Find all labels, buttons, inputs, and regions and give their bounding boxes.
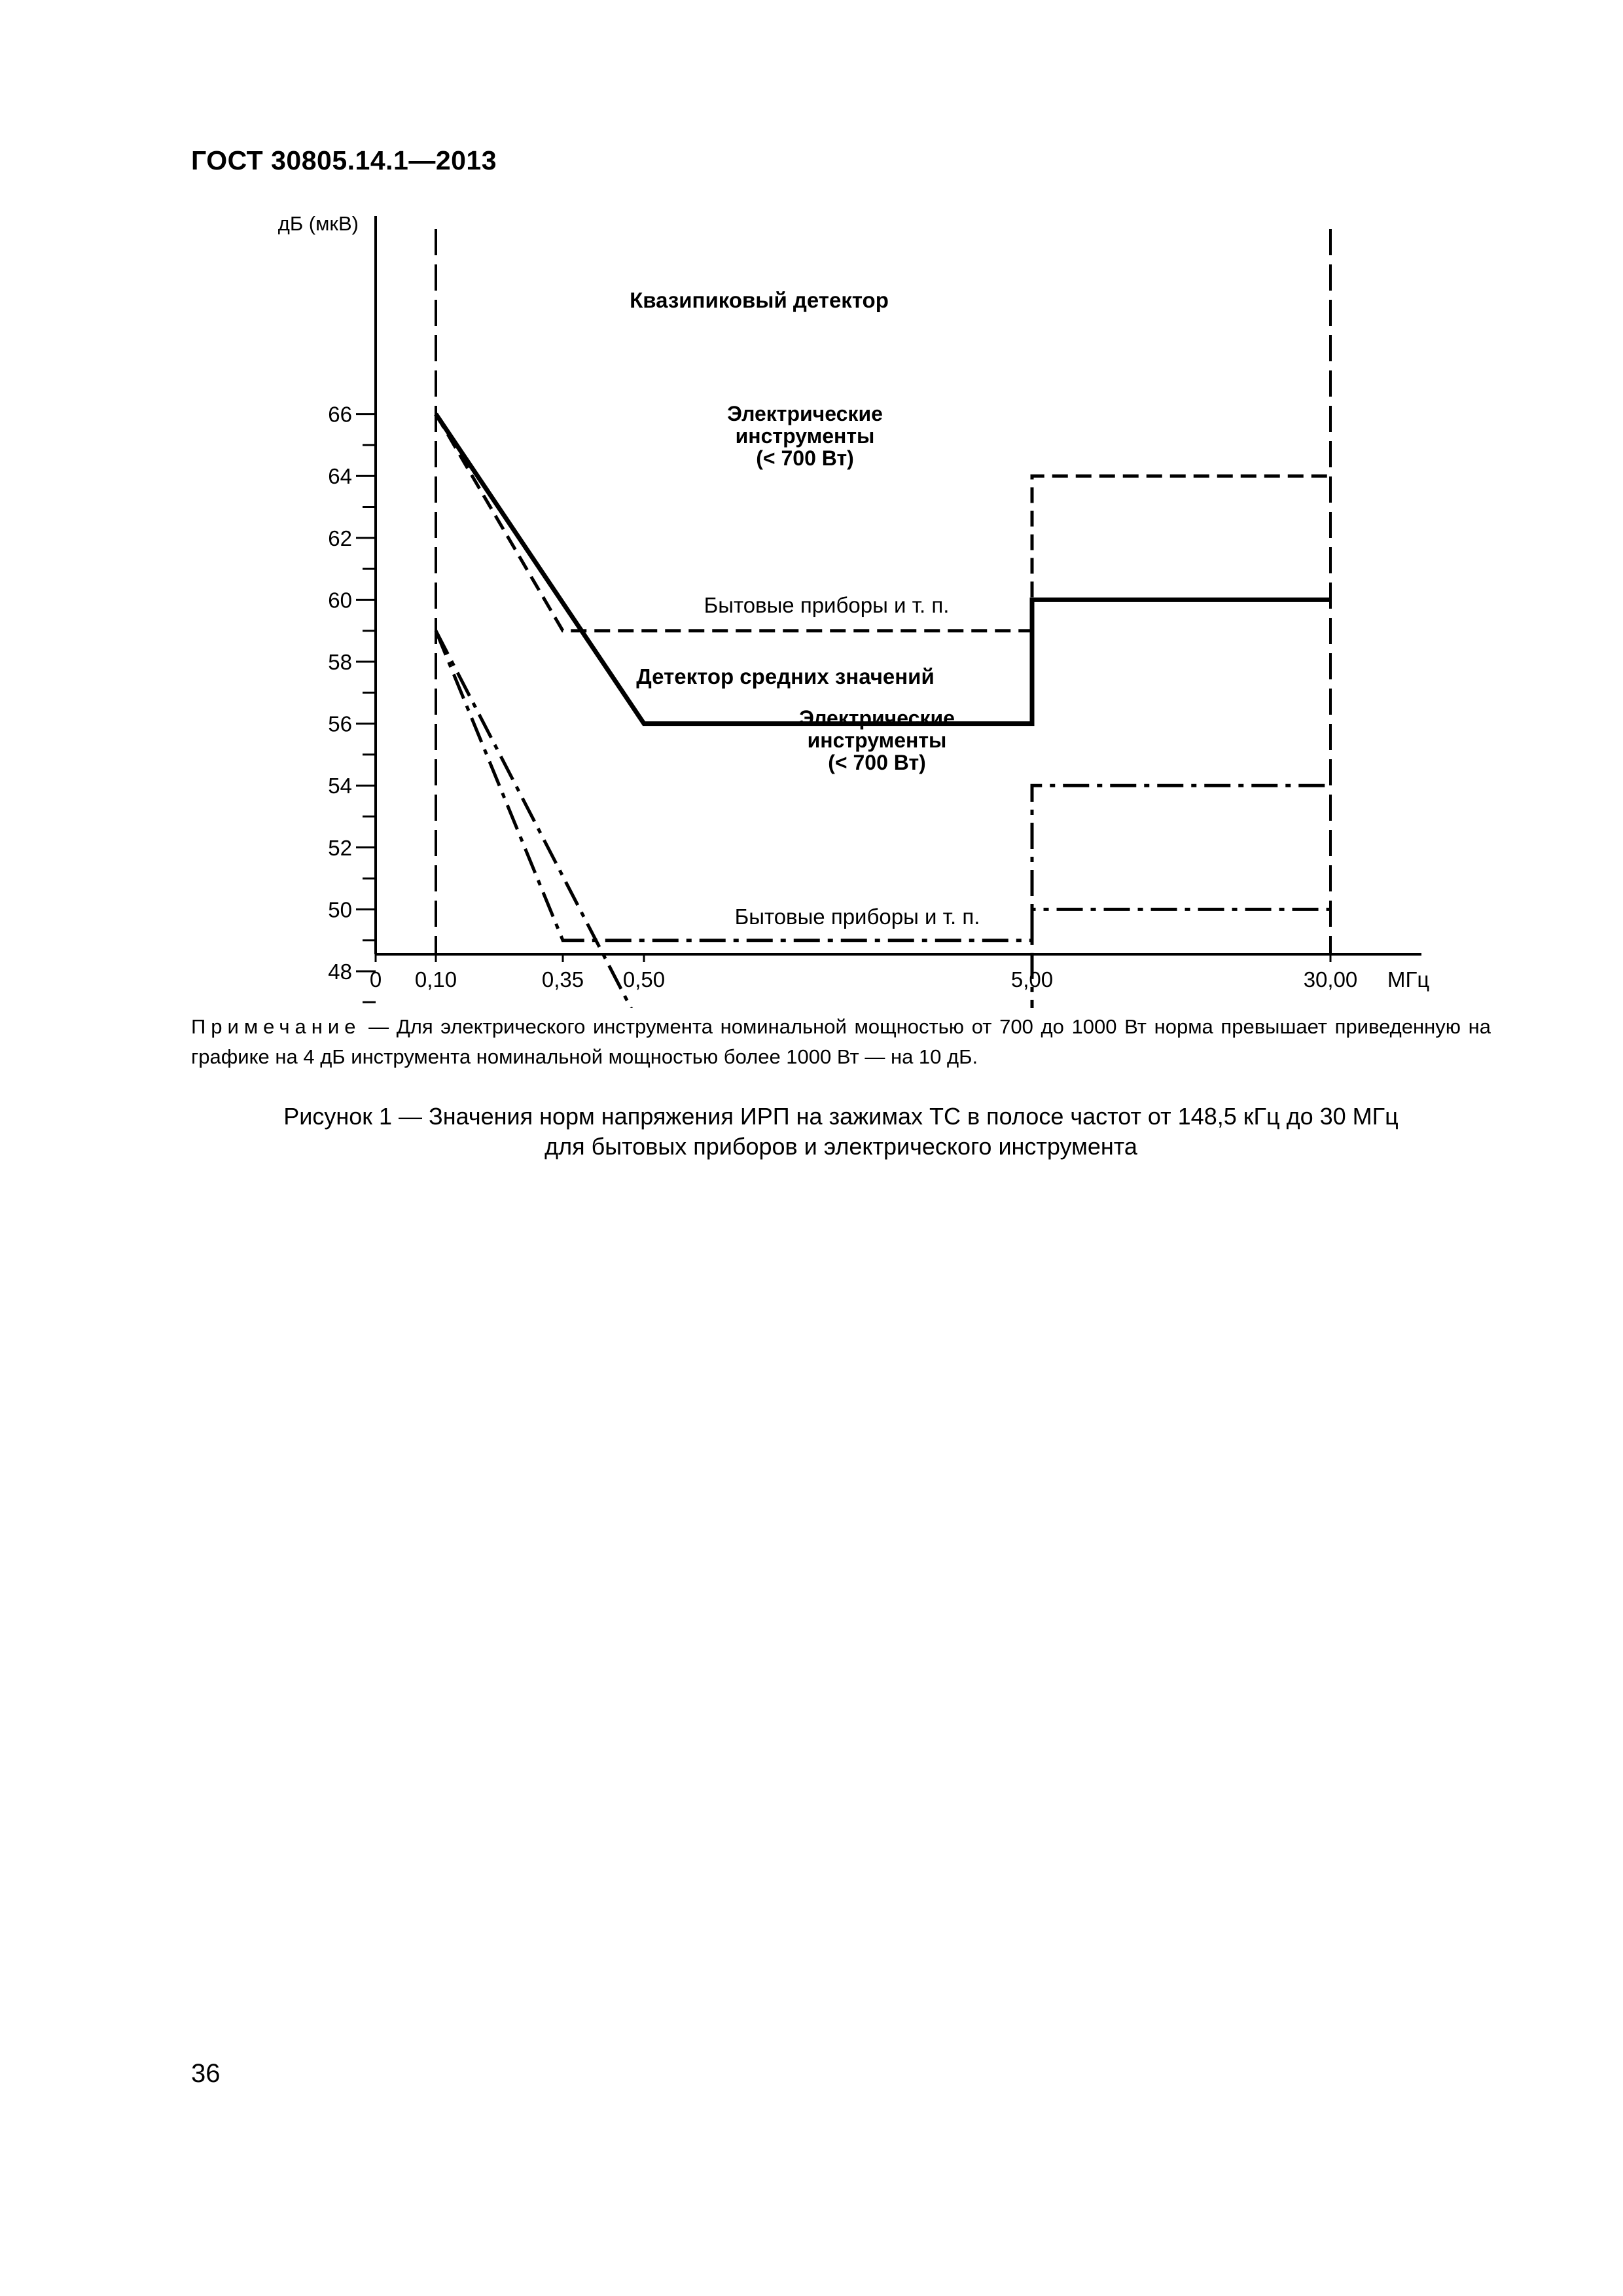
- caption-line-1: Рисунок 1 — Значения норм напряжения ИРП на зажимах ТС в полосе частот от 148,5 кГц до 30 МГц: [283, 1103, 1399, 1130]
- quasi-peak-title: Квазипиковый детектор: [630, 288, 889, 312]
- x-tick-label: 0: [369, 967, 382, 992]
- y-tick-label: 60: [328, 588, 352, 613]
- page-number: 36: [191, 2059, 221, 2088]
- document-header: ГОСТ 30805.14.1—2013: [191, 145, 497, 175]
- figure-caption: [191, 1102, 1491, 1162]
- y-tick-label: 48: [328, 960, 352, 984]
- x-tick-label: 0,35: [541, 967, 584, 992]
- y-tick-label: 62: [328, 526, 352, 550]
- y-tick-label: 52: [328, 835, 352, 860]
- y-tick-label: 64: [328, 464, 352, 489]
- note-text: — Для электрического инструмента номинальной мощностью от 700 до 1000 Вт норма превышает приведенную на графике на 4 дБ инструмента номинальной мощностью более 1000 Вт — на 10 дБ.: [191, 1015, 1491, 1068]
- x-tick-label: 0,10: [414, 967, 457, 992]
- x-tick-label: 5,00: [1010, 967, 1054, 992]
- x-axis-unit-label: МГц: [1387, 967, 1430, 992]
- vertical-reference-lines: [436, 229, 1330, 954]
- x-tick-label: 0,50: [622, 967, 666, 992]
- avg-tools-label: инструменты: [807, 728, 947, 752]
- avg-tools-label: Электрические: [799, 706, 955, 730]
- figure-note: [191, 1012, 1491, 1072]
- note-label: Примечание: [191, 1015, 361, 1038]
- avg-tools-label: (< 700 Вт): [828, 751, 926, 774]
- y-tick-label: 58: [328, 650, 352, 674]
- caption-line-2: для бытовых приборов и электрического инструмента: [544, 1133, 1137, 1160]
- qp-tools-label: инструменты: [735, 424, 875, 448]
- x-tick-label: 30,00: [1303, 967, 1358, 992]
- qp-tools-label: (< 700 Вт): [756, 446, 854, 470]
- y-tick-label: 66: [328, 402, 352, 427]
- emission-limits-chart: [0, 0, 1623, 1008]
- y-tick-label: 50: [328, 897, 352, 922]
- qp-tools-label: Электрические: [727, 402, 883, 425]
- y-axis-label: дБ (мкВ): [277, 212, 359, 235]
- y-tick-label: 54: [328, 774, 352, 798]
- chart-annotations: [630, 288, 980, 929]
- avg-household-label: Бытовые приборы и т. п.: [734, 905, 980, 929]
- average-detector-title: Детектор средних значений: [636, 664, 935, 689]
- y-tick-label: 56: [328, 711, 352, 736]
- qp-household-label: Бытовые приборы и т. п.: [704, 593, 950, 617]
